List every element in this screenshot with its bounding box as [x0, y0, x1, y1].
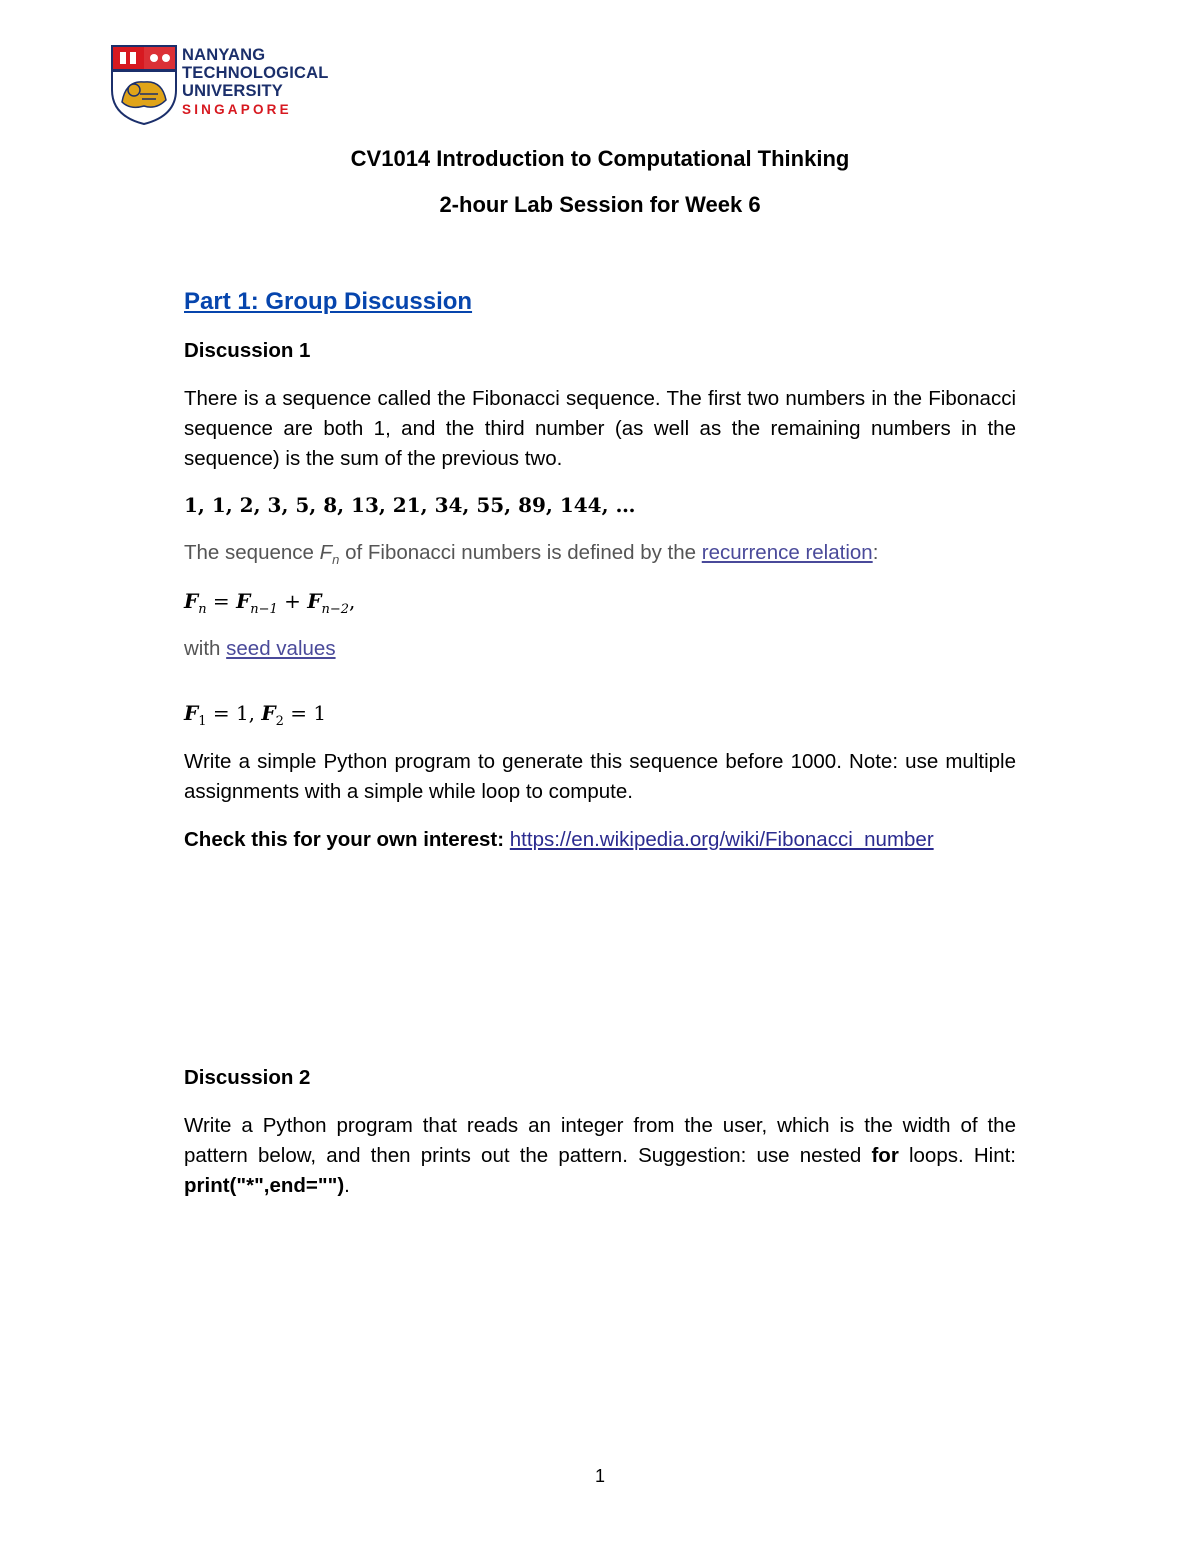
session-title: 2-hour Lab Session for Week 6	[439, 192, 761, 217]
formula-plus: +	[277, 589, 308, 613]
course-title: CV1014 Introduction to Computational Thinking	[350, 146, 850, 171]
recurrence-relation-link[interactable]: recurrence relation	[701, 541, 873, 564]
discussion2-title: Discussion 2	[184, 1066, 311, 1089]
logo-line-4: SINGAPORE	[182, 102, 292, 117]
part1-heading-link[interactable]: Part 1: Group Discussion	[184, 288, 473, 315]
formula-end: ,	[349, 589, 356, 613]
seed-values-line	[184, 634, 1016, 664]
formula-t2-sub: n−2	[321, 602, 350, 617]
fibonacci-sequence: 1, 1, 2, 3, 5, 8, 13, 21, 34, 55, 89, 144, …	[184, 493, 636, 517]
seed-formula	[184, 698, 1016, 737]
discussion1-title: Discussion 1	[184, 339, 311, 362]
seed-values-link[interactable]: seed values	[226, 637, 336, 660]
formula-lhs-sub: n	[198, 602, 207, 617]
definition-sub: n	[332, 552, 340, 567]
check-interest-line	[184, 825, 1016, 855]
seed-a-sub: 1	[198, 714, 207, 729]
seed-b-sub: 2	[275, 714, 284, 729]
seed-b: F	[261, 701, 276, 725]
wikipedia-link[interactable]: https://en.wikipedia.org/wiki/Fibonacci_number	[509, 828, 934, 851]
page-number: 1	[594, 1466, 605, 1486]
discussion1-intro: There is a sequence called the Fibonacci sequence. The first two numbers in the Fibonacci sequence are both 1, and the third number (as well as the remaining numbers in the sequence) is the sum of the previous two.	[184, 387, 1016, 470]
university-name	[182, 46, 329, 120]
seed-a: F	[184, 701, 199, 725]
formula-lhs: F	[184, 589, 199, 613]
discussion2-text-pre: Write a Python program that reads an integer from the user, which is the width of the pattern below, and then prints out the pattern. Suggestion: use nested	[184, 1114, 1016, 1167]
definition-post: :	[872, 541, 879, 564]
seed-b-eq: = 1	[283, 701, 327, 725]
seed-pre: with	[184, 637, 227, 660]
sequence-definition	[184, 538, 1016, 575]
discussion2-hint-code: print("*",end="")	[184, 1174, 345, 1197]
discussion2-text	[184, 1111, 1016, 1201]
definition-pre: The sequence	[184, 541, 320, 564]
definition-mid: of Fibonacci numbers is defined by the	[339, 541, 702, 564]
logo-line-3: UNIVERSITY	[182, 82, 284, 100]
formula-t1-sub: n−1	[250, 602, 278, 617]
check-label: Check this for your own interest:	[184, 828, 505, 851]
discussion1-task: Write a simple Python program to generate this sequence before 1000. Note: use multiple assignments with a simple while loop to compute.	[184, 750, 1016, 803]
seed-a-eq: = 1,	[206, 701, 262, 725]
logo-line-2: TECHNOLOGICAL	[182, 64, 329, 82]
recurrence-formula	[184, 586, 1016, 625]
crest-icon	[110, 44, 178, 126]
discussion2-text-post: loops. Hint:	[898, 1144, 1016, 1167]
logo-line-1: NANYANG	[182, 46, 266, 64]
university-logo	[110, 44, 340, 128]
formula-eq: =	[206, 589, 237, 613]
definition-var: F	[319, 541, 333, 564]
formula-t1: F	[236, 589, 251, 613]
formula-t2: F	[307, 589, 322, 613]
discussion2-hint-end: .	[344, 1174, 350, 1197]
discussion2-text-bold: for	[871, 1144, 899, 1167]
